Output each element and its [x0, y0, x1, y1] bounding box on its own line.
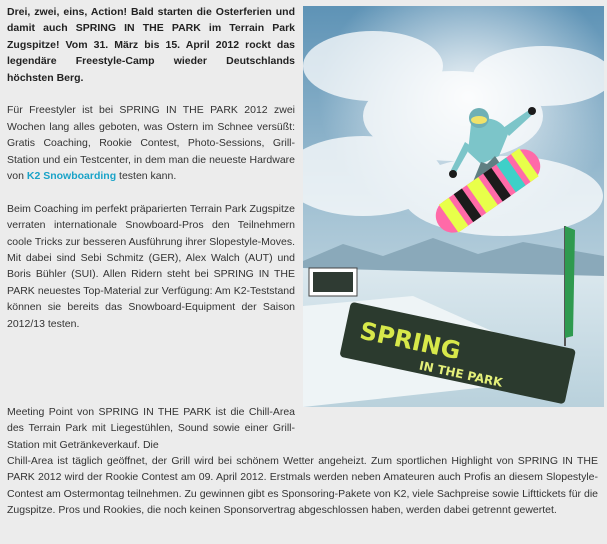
banner-word-park: IN THE PARK — [417, 358, 504, 390]
paragraph-meeting-start: Meeting Point von SPRING IN THE PARK ist die Chill-Area des Terrain Park mit Liegestühlen, Sound sowie einer Grill-Station mit Getränkeverkauf. Die — [7, 406, 295, 451]
paragraph-meeting-column — [7, 404, 295, 453]
text-column — [7, 4, 295, 332]
paragraph-gap — [7, 86, 295, 102]
paragraph-meeting-full — [7, 453, 598, 519]
paragraph-coaching: Beim Coaching im perfekt präparierten Terrain Park Zugspitze verraten internationale Snowboard-Pros den Teilnehmern coole Tricks zur besseren Ausführung ihrer Slopestyle-Moves. Mit dabei sind Sebi Schmitz (GER), Alex Walch (AUT) und Boris Bühler (SUI). Allen Ridern steht bei SPRING IN THE PARK neuestes Top-Material zur Verfügung: Am K2-Teststand können sie bereits das Snowboard-Equipment der Saison 2012/13 testen. — [7, 202, 295, 330]
paragraph-freestyler — [7, 102, 295, 184]
lead-paragraph: Drei, zwei, eins, Action! Bald starten die Osterferien und damit auch SPRING IN THE PARK im Terrain Park Zugspitze! Vom 31. März bis 15. April 2012 rockt das legendäre Freestyle-Camp wieder Deutschlands höchsten Berg. — [7, 6, 295, 84]
banner-word-spring: SPRING — [357, 316, 464, 366]
sign-board — [309, 268, 357, 296]
snowboard-photo — [303, 6, 604, 407]
k2-snowboarding-link[interactable]: K2 Snowboarding — [26, 170, 117, 183]
paragraph-freestyler-end: testen kann. — [116, 170, 177, 183]
photo-illustration — [303, 6, 604, 407]
paragraph-freestyler-text: Für Freestyler ist bei SPRING IN THE PARK 2012 zwei Wochen lang alles geboten, was Ostern im Schnee versüßt: Gratis Coaching, Rookie Contest, Photo-Sessions, Grill-Station und ein Testcenter, in dem man die neueste Hardware von — [7, 104, 295, 183]
paragraph-meeting-rest: Chill-Area ist täglich geöffnet, der Grill wird bei schönem Wetter angeheizt. Zum sportlichen Highlight von SPRING IN THE PARK 2012 wird der Rookie Contest am 09. April 2012. Erstmals werden neben Amateuren auch Profis an diesem Slopestyle-Contest am Ostermontag teilnehmen. Zu gewinnen gibt es Sponsoring-Pakete von K2, viele Sachpreise sowie Lifttickets für die Zugspitze. Pros und Rookies, die noch keinen Sponsorvertrag abgeschlossen haben, werden dabei getrennt gewertet. — [7, 455, 598, 517]
paragraph-gap — [7, 184, 295, 200]
